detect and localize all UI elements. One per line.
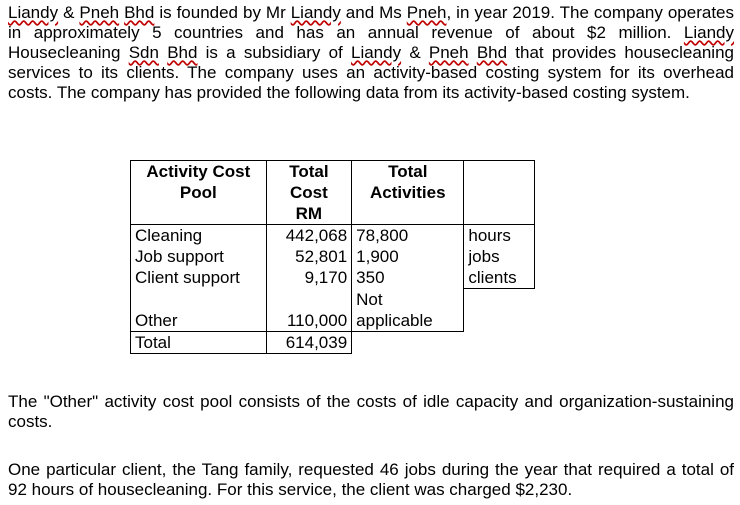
cell-text: 350 xyxy=(356,268,385,287)
header-text: Activities xyxy=(369,183,446,202)
spell-word: Liandy xyxy=(290,3,341,22)
header-pool xyxy=(131,161,267,225)
cell-text: 1,900 xyxy=(356,247,399,266)
header-cost xyxy=(266,161,352,225)
table-row xyxy=(131,331,535,353)
spell-word: Bhd xyxy=(476,43,508,62)
cell-text: 9,170 xyxy=(304,268,348,287)
text-run: , in year 2019. The company operates in approximately 5 countries and has an annual revenue of about $2 million. xyxy=(8,3,735,42)
text-run xyxy=(159,43,167,62)
text-run: & xyxy=(58,3,80,22)
cell-text: hours xyxy=(468,226,511,245)
spell-word: Liandy xyxy=(350,43,402,62)
text-run: that provides housecleaning services to its clients. The company uses an activity-based costing system for its overhead costs. The company has provided the following data from its activity-based costing system. xyxy=(8,43,734,102)
activity-cost-table xyxy=(130,160,535,354)
cell-text: 78,800 xyxy=(356,226,409,245)
cell-activities xyxy=(352,289,464,332)
table-header-row xyxy=(131,161,535,225)
spell-word: Bhd xyxy=(124,3,155,22)
cell-empty xyxy=(464,331,535,353)
table-row xyxy=(131,289,535,332)
text-run: is a subsidiary of xyxy=(197,43,351,62)
header-unit xyxy=(464,161,535,225)
cell-text: jobs xyxy=(468,247,500,266)
cell-text: 442,068 xyxy=(285,226,348,245)
cell-text: Client support xyxy=(135,268,240,287)
spell-word: Pneh xyxy=(406,3,447,22)
header-text: Activity Cost xyxy=(146,162,251,181)
cell-text: Not xyxy=(356,289,383,309)
cell-activities xyxy=(352,225,464,289)
spell-word: Bhd xyxy=(167,43,198,62)
spell-word: Sdn xyxy=(128,43,159,62)
cell-unit xyxy=(464,225,535,289)
text-run: Housecleaning xyxy=(8,43,129,62)
text-run: & xyxy=(401,43,429,62)
text-run xyxy=(469,43,477,62)
cell-pool xyxy=(131,225,267,289)
spell-word: Liandy xyxy=(683,23,734,42)
cell-text: Cleaning xyxy=(135,226,203,245)
cell-cost xyxy=(266,225,352,289)
header-activities xyxy=(352,161,464,225)
header-text: Cost xyxy=(290,183,328,202)
header-text: RM xyxy=(295,204,323,223)
text-run: and Ms xyxy=(340,3,407,22)
cell-cost xyxy=(266,289,352,332)
text-run: is founded by Mr xyxy=(154,3,291,22)
cell-text: clients xyxy=(468,268,517,287)
spell-word: Pneh xyxy=(79,3,120,22)
cell-text: Job support xyxy=(135,247,224,266)
cell-empty xyxy=(464,289,535,332)
header-text: Total xyxy=(388,162,428,181)
cell-pool: Total xyxy=(131,331,267,353)
other-pool-paragraph: The "Other" activity cost pool consists of the costs of idle capacity and organization-sustaining costs. xyxy=(8,392,734,431)
header-text: Total xyxy=(289,162,329,181)
cell-text: Other xyxy=(135,310,178,330)
cell-cost: 614,039 xyxy=(266,331,352,353)
spell-word: Liandy xyxy=(8,3,59,22)
cell-empty xyxy=(352,331,464,353)
cell-text: applicable xyxy=(356,310,433,330)
cell-text: 110,000 xyxy=(286,310,348,330)
table-row xyxy=(131,225,535,289)
cell-text: 52,801 xyxy=(295,247,348,266)
intro-paragraph xyxy=(8,3,734,103)
client-paragraph: One particular client, the Tang family, requested 46 jobs during the year that required a total of 92 hours of housecleaning. For this service, the client was charged $2,230. xyxy=(8,460,734,499)
spell-word: Pneh xyxy=(428,43,469,62)
header-text: Pool xyxy=(179,183,217,202)
cell-pool xyxy=(131,289,267,332)
